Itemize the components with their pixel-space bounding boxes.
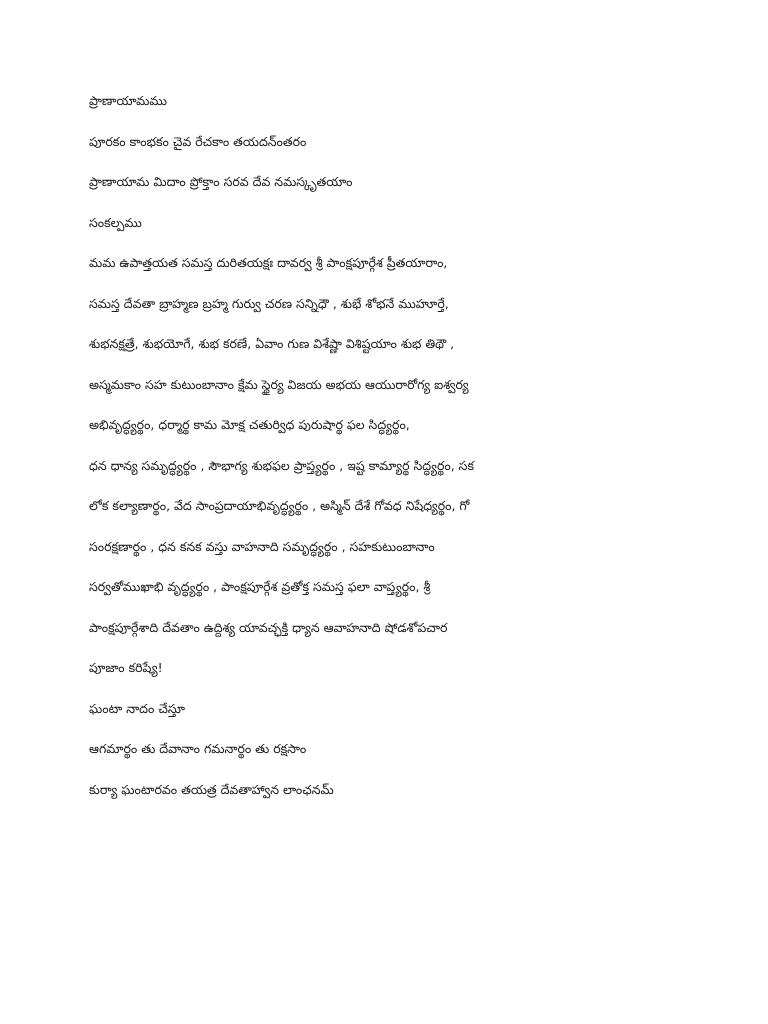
text-line: సంరక్షణార్థం , ధన కనక వస్తు వాహనాది సమృద్ధ్యర్థం , సహకుటుంబానాం — [89, 538, 435, 554]
text-line: అస్మమకాం సహ కుటుంబానాం క్షేమ స్థైర్య విజయ అభయ ఆయురారోగ్య ఐశ్వర్య — [89, 376, 469, 392]
text-line: పాంక్షపూర్గేశాది దేవతాం ఉద్దిశ్య యావచ్ఛక్తి ధ్యాన ఆవాహనాది షోడశోపచార — [89, 619, 448, 635]
text-line: ప్రాణాయామ మిదాం ప్రోక్తాం సరవ దేవ నమస్కృతయాం — [89, 174, 353, 189]
text-line: లోక కల్యాణార్థం, వేద సాంప్రదాయాభివృద్ధ్యర్థం , అస్మిన్ దేశే గోవధ నిషేధ్యర్థం, గో — [89, 498, 470, 513]
text-line: ప్రాణాయామము — [89, 93, 167, 108]
text-line: ఆగమార్థం తు దేవానాం గమనార్థం తు రక్షసాం — [89, 741, 307, 756]
text-line: సర్వతోముఖాభి వృద్ధ్యర్థం , పాంక్షపూర్గేశ వ్రతోక్త సమస్త ఫలా వాప్త్యర్థం, శ్రీ — [89, 579, 431, 594]
text-line: సమస్త దేవతా బ్రాహ్మణ బ్రహ్మ గుర్వు చరణ సన్నిధౌ , శుభే శోభనే ముహూర్తే, — [89, 295, 449, 311]
text-lines — [89, 90, 729, 819]
text-line: ఘంటా నాదం చేస్తూ — [89, 700, 185, 716]
text-line: అభివృద్ధ్యర్థం, ధర్మార్థ కామ మోక్ష చతుర్విధ పురుషార్థ ఫల సిద్ధ్యర్థం, — [89, 417, 410, 432]
text-line: శుభనక్షత్రే, శుభయోగే, శుభ కరణే, ఏవాం గుణ విశేష్ణా విశిష్టయాం శుభ తిథౌ , — [89, 336, 455, 351]
text-line: కుర్యా ఘంటారవం తయత్ర దేవతాహ్వాన లాంఛనమ్ — [89, 781, 334, 797]
text-line: మమ ఉపాత్తయత సమస్త దురితయక్షః దావర్వ శ్రీ పాంక్షపూర్గేశ ప్రీతయారాం, — [89, 255, 448, 270]
text-line: పూజాం కరిష్యే! — [89, 660, 163, 675]
text-line: పూరకం కాంభకం చైవ రేచకాం తయదన్ంతరం — [89, 133, 307, 149]
text-line: ధన ధాన్య సమృద్ధ్యర్థం , సౌభాగ్య శుభఫల ప్రాప్త్యర్థం , ఇష్ట కామ్యార్థ సిద్ధ్యర్థం, సక — [89, 457, 474, 473]
text-line: సంకల్పము — [89, 214, 142, 230]
